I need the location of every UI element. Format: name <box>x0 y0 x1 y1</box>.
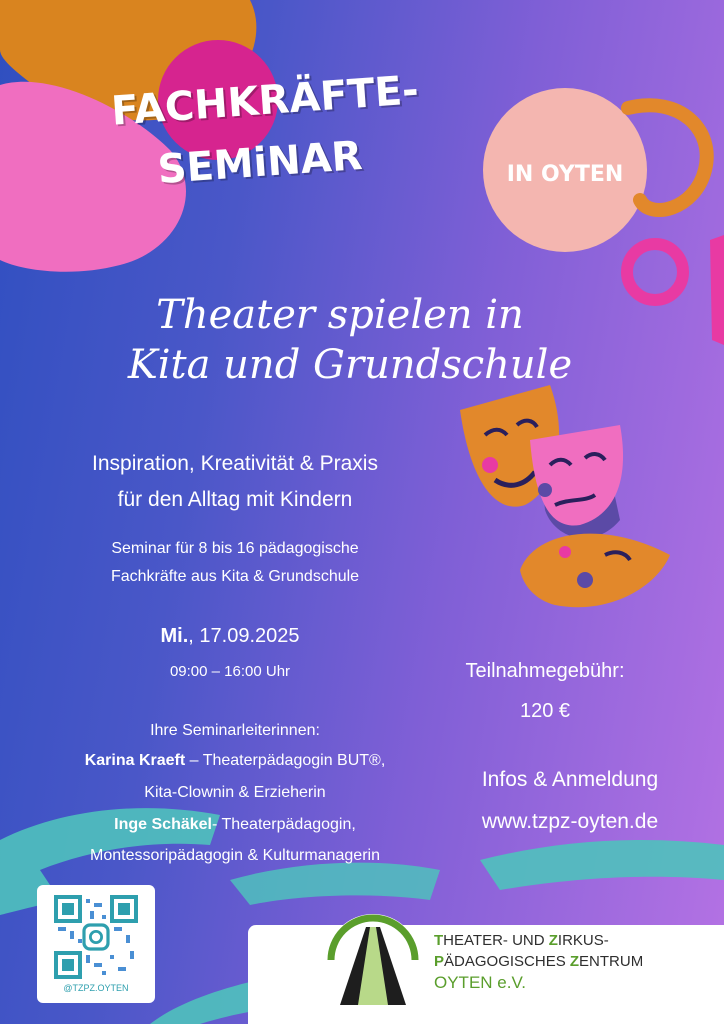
date-value: , 17.09.2025 <box>188 625 300 647</box>
org-text-3a: OYTEN <box>434 973 493 992</box>
org-text-2b: ENTRUM <box>579 953 644 970</box>
intro-sub-1: Seminar für 8 bis 16 pädagogische <box>111 540 359 557</box>
organization-line-2 <box>434 951 720 972</box>
theater-masks-illustration <box>455 380 695 620</box>
qr-handle: @TZPZ.OYTEN <box>63 983 129 993</box>
organization-line-1 <box>434 930 720 951</box>
headline-line-1: Theater spielen in <box>156 292 524 338</box>
organization-card <box>248 925 724 1024</box>
teal-brush-mid <box>230 863 440 905</box>
date-prefix: Mi. <box>160 625 189 647</box>
leader-2-role: - Theaterpädagogin, <box>212 816 356 833</box>
leader-2 <box>20 816 450 834</box>
org-text-1a: HEATER- UND <box>443 932 549 949</box>
org-text-2a: ÄDAGOGISCHES <box>444 953 570 970</box>
pink-edge-shape <box>710 235 724 345</box>
organization-logo-icon <box>326 913 420 1007</box>
leaders-heading: Ihre Seminarleiterinnen: <box>150 722 320 739</box>
organization-line-3 <box>434 972 720 993</box>
qr-code-image <box>54 895 138 979</box>
info-label: Infos & Anmeldung <box>481 768 659 791</box>
website-link[interactable]: www.tzpz-oyten.de <box>481 810 659 833</box>
org-text-3b: e.V. <box>492 973 526 992</box>
letter-z-2: Z <box>569 953 580 970</box>
leader-1-role-line-2: Kita-Clownin & Erzieherin <box>144 784 326 801</box>
fee-amount: 120 € <box>519 700 571 722</box>
pink-ring-shape <box>627 244 683 300</box>
organization-name <box>434 930 720 993</box>
teal-brush-right <box>480 840 724 890</box>
leader-1 <box>10 752 460 770</box>
letter-t: T <box>434 932 444 949</box>
intro-sub-2: Fachkräfte aus Kita & Grundschule <box>110 568 360 585</box>
letter-z: Z <box>548 932 558 949</box>
event-time: 09:00 – 16:00 Uhr <box>169 663 291 680</box>
fee-label: Teilnahmegebühr: <box>465 660 625 682</box>
qr-card[interactable] <box>37 885 155 1003</box>
leader-2-name: Inge Schäkel <box>114 816 212 833</box>
location-badge: IN OYTEN <box>506 162 624 187</box>
intro-line-2: für den Alltag mit Kindern <box>117 488 353 511</box>
title-line-1: FACHKRÄFTE- <box>109 67 421 135</box>
headline-line-2: Kita und Grundschule <box>127 342 573 388</box>
title-line-2: SEMiNAR <box>156 132 364 194</box>
org-text-1b: IRKUS- <box>557 932 609 949</box>
intro-line-1: Inspiration, Kreativität & Praxis <box>92 452 378 475</box>
leader-2-role-line-2: Montessoripädagogin & Kulturmanagerin <box>90 847 380 864</box>
letter-p: P <box>434 953 445 970</box>
event-date <box>90 625 370 648</box>
leader-1-name: Karina Kraeft <box>84 752 186 769</box>
leader-1-role: – Theaterpädagogin BUT®, <box>185 752 386 769</box>
